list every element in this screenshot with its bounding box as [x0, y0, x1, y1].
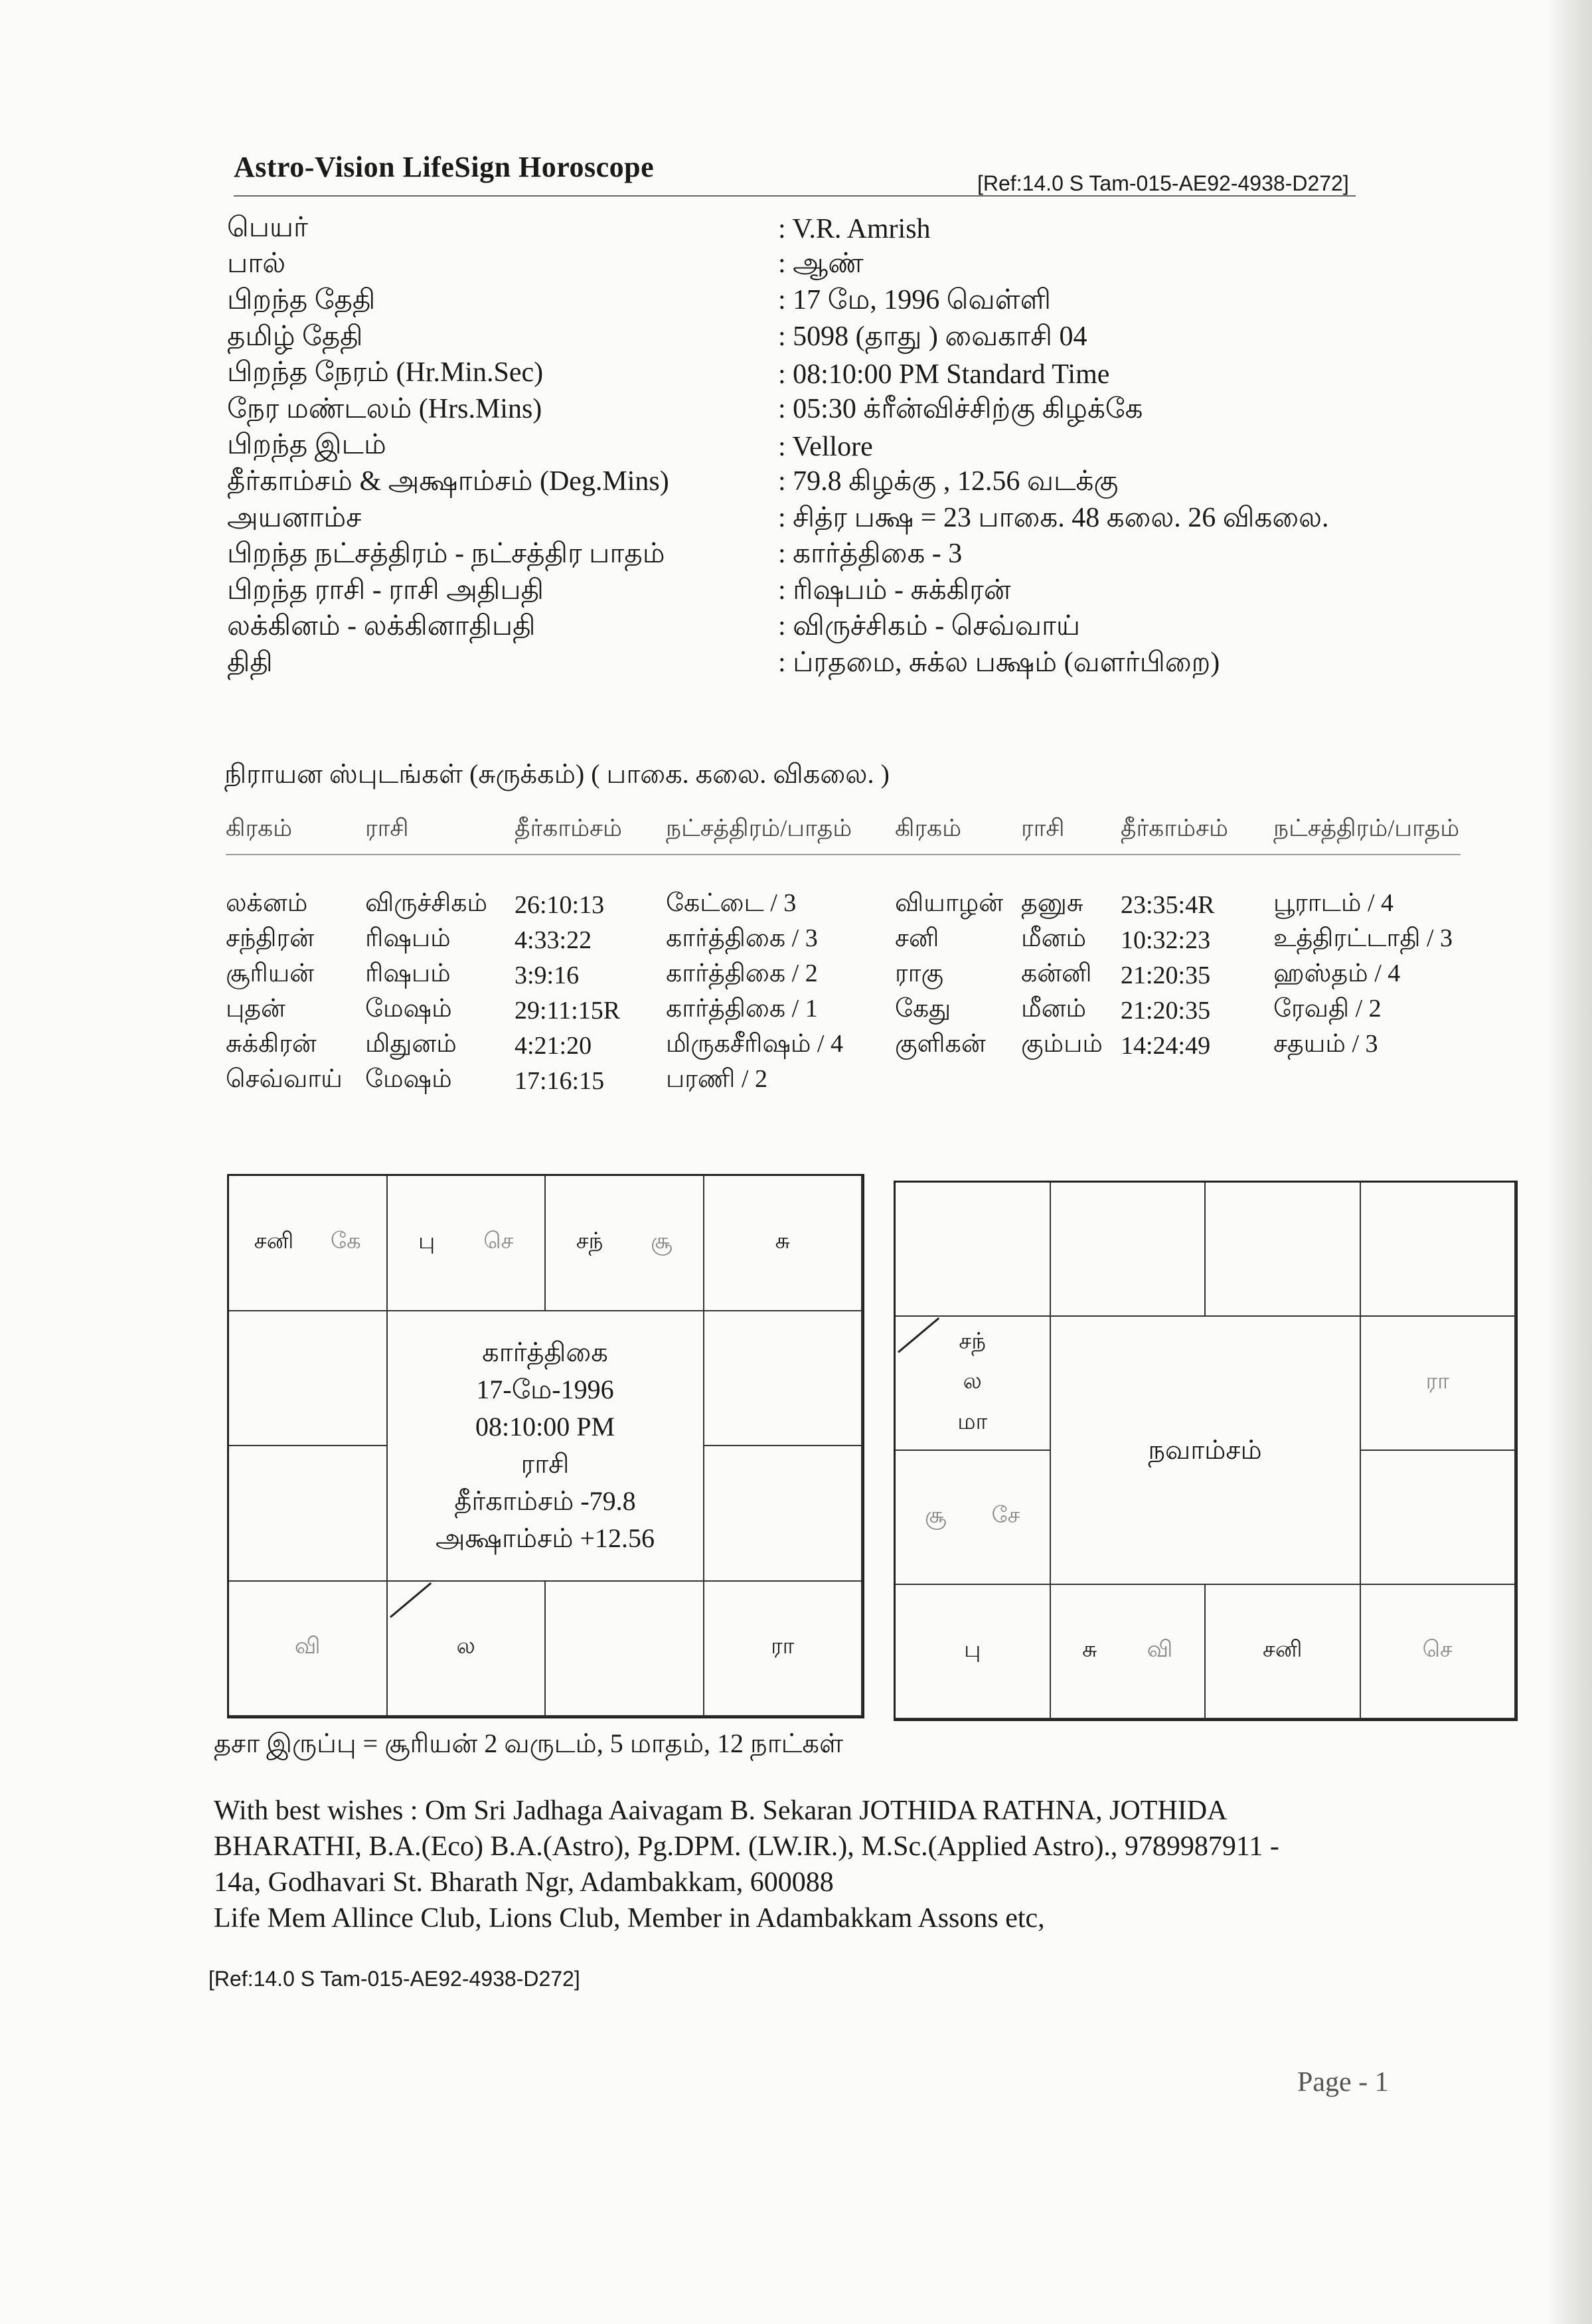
house-cell [896, 1585, 1051, 1719]
planet-label: மா [957, 1409, 988, 1434]
planet-label: பு [418, 1228, 436, 1254]
column-header: கிரகம் [226, 815, 293, 841]
planet-label: வி [294, 1634, 321, 1659]
planet-cell: ஹஸ்தம் / 4 [1273, 959, 1401, 987]
chart-center [388, 1311, 704, 1582]
planet-row [226, 993, 1474, 1028]
wishes-line: BHARATHI, B.A.(Eco) B.A.(Astro), Pg.DPM. (LW.IR.), M.Sc.(Applied Astro)., 9789987911 - [214, 1831, 1279, 1862]
house-cell [546, 1582, 704, 1717]
planet-cell: 10:32:23 [1121, 926, 1211, 954]
planet-cell: சுக்கிரன் [226, 1030, 317, 1058]
planet-cell: 14:24:49 [1121, 1031, 1211, 1060]
page-number: Page - 1 [1297, 2067, 1389, 2098]
planet-cell: சந்திரன் [226, 924, 315, 952]
house-cell [546, 1176, 704, 1311]
detail-label: பிறந்த ராசி - ராசி அதிபதி [227, 574, 544, 606]
detail-value: : 08:10:00 PM Standard Time [778, 359, 1369, 390]
planet-cell: பூராடம் / 4 [1273, 889, 1394, 917]
planet-cell: வியாழன் [895, 889, 1004, 917]
planet-cell: லக்னம் [226, 889, 308, 917]
detail-label: நேர மண்டலம் (Hrs.Mins) [227, 393, 542, 424]
detail-label: திதி [227, 647, 273, 678]
column-header: கிரகம் [895, 815, 962, 841]
detail-label: தீர்காம்சம் & அக்ஷாம்சம் (Deg.Mins) [227, 465, 669, 497]
detail-value: : கார்த்திகை - 3 [778, 538, 1369, 573]
planet-label: ல [963, 1369, 982, 1394]
planet-label: சந் [959, 1329, 987, 1354]
house-cell [1051, 1183, 1206, 1317]
detail-value: : Vellore [778, 431, 1369, 463]
detail-value: : ப்ரதமை, சுக்ல பக்ஷம் (வளர்பிறை) [778, 647, 1369, 682]
detail-row [227, 392, 1369, 429]
planet-section-title: நிராயன ஸ்புடங்கள் (சுருக்கம்) ( பாகை. கலை. விகலை. ) [224, 759, 890, 789]
dasa-balance: தசா இருப்பு = சூரியன் 2 வருடம், 5 மாதம், 12 நாட்கள் [214, 1728, 844, 1758]
detail-label: பிறந்த நட்சத்திரம் - நட்சத்திர பாதம் [227, 539, 665, 570]
planet-label: வி [1147, 1637, 1173, 1662]
planet-label: ல [456, 1634, 475, 1659]
planet-cell: கார்த்திகை / 2 [666, 959, 818, 987]
header-underline [226, 854, 1461, 855]
planet-label: சே [991, 1503, 1020, 1528]
detail-row [227, 320, 1369, 357]
planet-cell: கும்பம் [1021, 1030, 1103, 1058]
planet-cell: 29:11:15R [515, 996, 621, 1025]
header-divider [234, 195, 1356, 197]
planet-cell: சதயம் / 3 [1273, 1030, 1378, 1058]
planet-cell: ராகு [895, 959, 944, 987]
planet-label: பு [964, 1637, 981, 1662]
detail-row [227, 465, 1369, 501]
house-cell [1361, 1317, 1516, 1451]
detail-label: லக்கினம் - லக்கினாதிபதி [227, 611, 536, 642]
detail-value: : 5098 (தாது ) வைகாசி 04 [778, 321, 1369, 356]
detail-label: அயனாம்ச [227, 502, 362, 533]
planet-cell: மேஷம் [365, 995, 452, 1023]
column-header: நட்சத்திரம்/பாதம் [666, 815, 852, 841]
planet-cell: சனி [895, 924, 939, 952]
detail-value: : சித்ர பக்ஷ = 23 பாகை. 48 கலை. 26 விகலை. [778, 502, 1369, 537]
column-header: ராசி [1021, 815, 1065, 841]
planet-label: செ [1422, 1637, 1453, 1662]
planet-label: கே [330, 1228, 361, 1254]
planet-cell: கார்த்திகை / 1 [666, 995, 818, 1023]
planet-table-header [226, 814, 1474, 854]
house-cell [704, 1582, 863, 1717]
birth-details [227, 211, 1369, 683]
planet-cell: புதன் [226, 995, 285, 1023]
house-cell [229, 1446, 388, 1582]
center-line: தீர்காம்சம் -79.8 [454, 1486, 636, 1516]
planet-cell: ரேவதி / 2 [1273, 995, 1382, 1023]
planet-cell: குளிகன் [895, 1030, 986, 1058]
planet-cell: கார்த்திகை / 3 [666, 924, 818, 952]
planet-cell: மீனம் [1021, 995, 1087, 1023]
detail-label: பிறந்த இடம் [227, 430, 386, 461]
page-edge-shadow [1546, 0, 1592, 2324]
planet-cell: தனுசு [1021, 889, 1083, 917]
detail-row [227, 610, 1369, 647]
planet-label: சனி [1263, 1637, 1303, 1662]
detail-row [227, 284, 1369, 320]
planet-cell: மேஷம் [365, 1065, 452, 1093]
detail-row [227, 429, 1369, 465]
detail-value: : V.R. Amrish [778, 213, 1369, 245]
wishes-line: With best wishes : Om Sri Jadhaga Aaivagam B. Sekaran JOTHIDA RATHNA, JOTHIDA [214, 1795, 1228, 1826]
detail-row [227, 574, 1369, 610]
detail-row [227, 646, 1369, 683]
wishes-line: Life Mem Allince Club, Lions Club, Member in Adambakkam Assons etc, [214, 1903, 1045, 1934]
house-cell [704, 1311, 863, 1447]
house-cell [1361, 1183, 1516, 1317]
center-line: கார்த்திகை [482, 1337, 608, 1367]
detail-value: : ஆண் [778, 248, 1369, 283]
detail-row [227, 537, 1369, 574]
detail-value: : 05:30 க்ரீன்விச்சிற்கு கிழக்கே [778, 393, 1369, 428]
planet-cell: மிதுனம் [365, 1030, 457, 1058]
planet-row [226, 1063, 1474, 1098]
center-line: 08:10:00 PM [475, 1412, 615, 1442]
planet-label: சூ [924, 1503, 947, 1528]
planet-cell: மீனம் [1021, 924, 1087, 952]
planet-cell: கேட்டை / 3 [666, 889, 797, 917]
planet-cell: ரிஷபம் [365, 924, 451, 952]
planet-cell: செவ்வாய் [226, 1065, 343, 1093]
house-cell [229, 1176, 388, 1311]
column-header: தீர்காம்சம் [1121, 815, 1228, 841]
center-line: அக்ஷாம்சம் +12.56 [435, 1523, 655, 1553]
reference-code-top: [Ref:14.0 S Tam-015-AE92-4938-D272] [977, 171, 1349, 195]
center-label: நவாம்சம் [1148, 1435, 1262, 1465]
house-cell [1361, 1451, 1516, 1585]
detail-value: : 17 மே, 1996 வெள்ளி [778, 284, 1369, 319]
reference-code-bottom: [Ref:14.0 S Tam-015-AE92-4938-D272] [208, 1967, 580, 1991]
planet-cell: 21:20:35 [1121, 996, 1211, 1025]
detail-label: பால் [227, 248, 286, 280]
chart-center [1051, 1317, 1361, 1585]
document-title: Astro-Vision LifeSign Horoscope [234, 151, 655, 183]
detail-value: : விருச்சிகம் - செவ்வாய் [778, 610, 1369, 645]
center-line: 17-மே-1996 [476, 1374, 614, 1404]
planet-cell: 3:9:16 [515, 961, 580, 989]
planet-row [226, 957, 1474, 993]
planet-label: சனி [254, 1228, 294, 1254]
house-cell [388, 1176, 546, 1311]
house-cell [229, 1582, 388, 1717]
planet-label: சந் [576, 1228, 603, 1254]
house-cell [704, 1446, 863, 1582]
house-cell [1206, 1183, 1361, 1317]
detail-row [227, 356, 1369, 392]
planet-label: சு [1082, 1637, 1097, 1662]
planet-cell: 4:21:20 [515, 1031, 592, 1060]
column-header: நட்சத்திரம்/பாதம் [1273, 815, 1460, 841]
planet-label: சூ [651, 1228, 673, 1254]
planet-label: சு [775, 1228, 790, 1254]
planet-label: செ [483, 1228, 514, 1254]
detail-row [227, 211, 1369, 248]
planet-positions-table [226, 814, 1474, 1098]
planet-row [226, 922, 1474, 957]
planet-cell: கன்னி [1021, 959, 1092, 987]
house-cell [1361, 1585, 1516, 1719]
wishes-block [214, 1793, 1409, 1936]
navamsa-chart [894, 1181, 1518, 1721]
detail-value: : ரிஷபம் - சுக்கிரன் [778, 574, 1369, 610]
planet-cell: 26:10:13 [515, 890, 605, 919]
planet-row [226, 887, 1474, 922]
detail-label: பிறந்த நேரம் (Hr.Min.Sec) [227, 357, 544, 388]
planet-label: ரா [771, 1634, 795, 1659]
planet-cell: சூரியன் [226, 959, 315, 987]
detail-value: : 79.8 கிழக்கு , 12.56 வடக்கு [778, 465, 1369, 501]
house-cell [1051, 1585, 1206, 1719]
house-cell [896, 1317, 1051, 1451]
house-cell [896, 1451, 1051, 1585]
detail-label: பெயர் [227, 212, 308, 243]
planet-cell: மிருகசீரிஷம் / 4 [666, 1030, 843, 1058]
house-cell [704, 1176, 863, 1311]
planet-cell: பரணி / 2 [666, 1065, 767, 1093]
column-header: ராசி [365, 815, 409, 841]
planet-label: ரா [1425, 1369, 1449, 1394]
planet-cell: 17:16:15 [515, 1066, 605, 1095]
planet-table-body [226, 887, 1474, 1098]
planet-cell: 21:20:35 [1121, 961, 1211, 989]
house-cell [229, 1311, 388, 1447]
planet-cell: விருச்சிகம் [365, 889, 488, 917]
planet-cell: கேது [895, 995, 951, 1023]
rasi-chart [227, 1174, 864, 1718]
detail-row [227, 248, 1369, 284]
house-cell [896, 1183, 1051, 1317]
center-line: ராசி [520, 1449, 570, 1479]
planet-cell: ரிஷபம் [365, 959, 451, 987]
column-header: தீர்காம்சம் [515, 815, 622, 841]
house-cell [388, 1582, 546, 1717]
planet-cell: 4:33:22 [515, 926, 592, 954]
planet-cell: உத்திரட்டாதி / 3 [1273, 924, 1453, 952]
detail-row [227, 501, 1369, 538]
planet-cell: 23:35:4R [1121, 890, 1215, 919]
detail-label: தமிழ் தேதி [227, 321, 363, 352]
planet-row [226, 1028, 1474, 1063]
detail-label: பிறந்த தேதி [227, 284, 376, 315]
house-cell [1206, 1585, 1361, 1719]
wishes-line: 14a, Godhavari St. Bharath Ngr, Adambakkam, 600088 [214, 1867, 834, 1898]
